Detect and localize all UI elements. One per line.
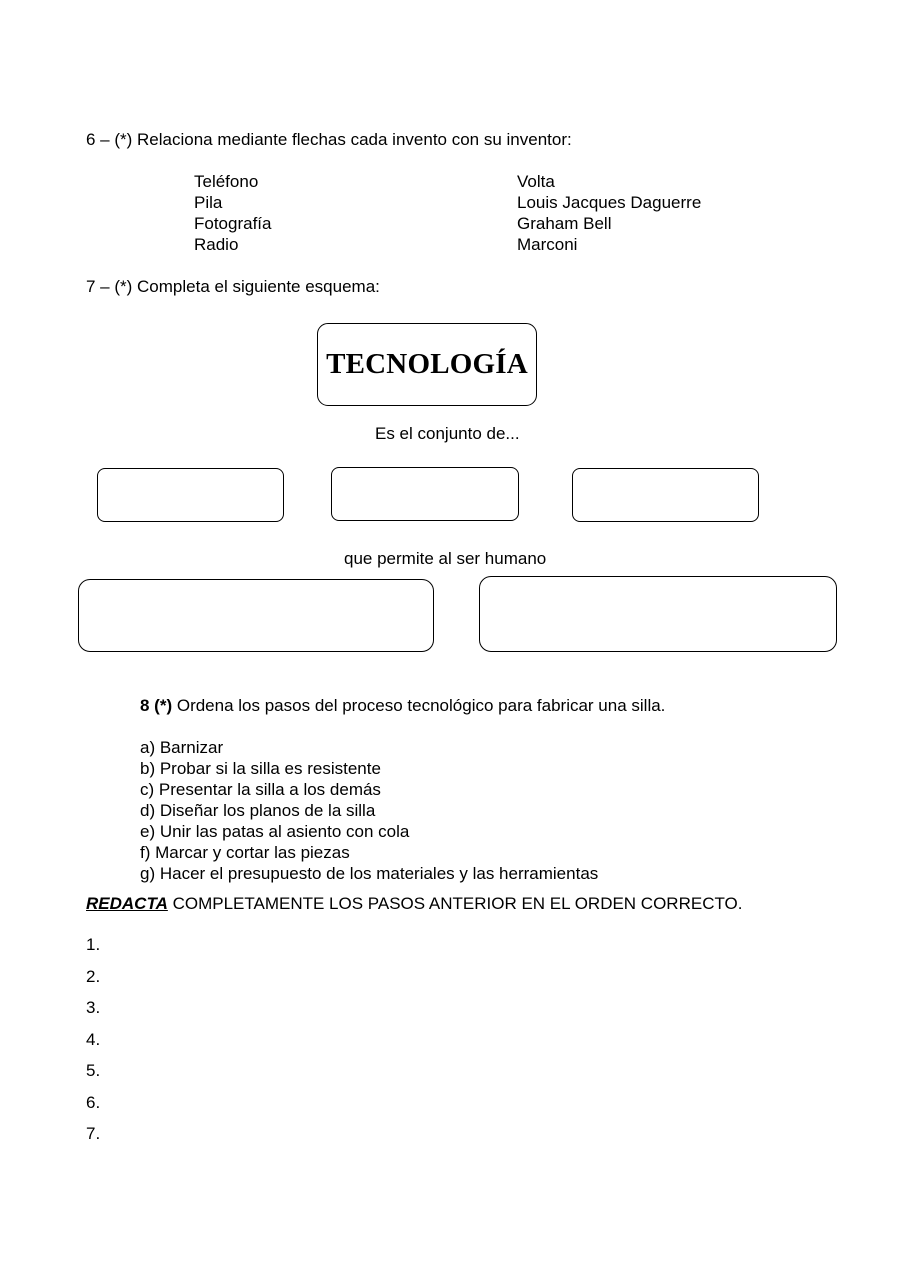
step-item: g) Hacer el presupuesto de los materiales y las herramientas xyxy=(140,864,599,883)
inventor-item: Graham Bell xyxy=(517,214,612,233)
invention-item: Fotografía xyxy=(194,214,272,233)
inventor-item: Marconi xyxy=(517,235,578,254)
answer-line-number: 4. xyxy=(86,1029,101,1049)
technology-title: TECNOLOGÍA xyxy=(326,348,528,380)
invention-item: Pila xyxy=(194,193,223,212)
connector-text-2: que permite al ser humano xyxy=(344,549,547,568)
step-item: d) Diseñar los planos de la silla xyxy=(140,801,376,820)
invention-item: Teléfono xyxy=(194,172,259,191)
answer-box-5[interactable] xyxy=(479,576,837,652)
connector-text-1: Es el conjunto de... xyxy=(375,424,520,443)
question-7-title: 7 – (*) Completa el siguiente esquema: xyxy=(86,277,380,296)
answer-box-4[interactable] xyxy=(78,579,434,652)
answer-line-number: 6. xyxy=(86,1092,101,1112)
answer-line-number: 1. xyxy=(86,935,101,954)
step-item: b) Probar si la silla es resistente xyxy=(140,759,381,778)
step-item: e) Unir las patas al asiento con cola xyxy=(140,822,410,841)
step-item: a) Barnizar xyxy=(140,738,224,757)
inventions-list xyxy=(194,171,272,255)
inventor-item: Louis Jacques Daguerre xyxy=(517,193,702,212)
technology-title-box xyxy=(317,323,537,406)
answer-line-number: 2. xyxy=(86,966,101,986)
step-item: c) Presentar la silla a los demás xyxy=(140,780,381,799)
question-8-number: 8 (*) xyxy=(140,696,173,715)
answer-box-3[interactable] xyxy=(572,468,759,522)
answer-line-number: 7. xyxy=(86,1124,101,1143)
question-6-title: 6 – (*) Relaciona mediante flechas cada invento con su inventor: xyxy=(86,130,572,149)
answer-box-1[interactable] xyxy=(97,468,284,522)
answer-line-number: 5. xyxy=(86,1061,101,1080)
redacta-rest: COMPLETAMENTE LOS PASOS ANTERIOR EN EL ORDEN CORRECTO. xyxy=(167,894,743,913)
question-8-text: Ordena los pasos del proceso tecnológico para fabricar una silla. xyxy=(172,696,666,715)
step-item: f) Marcar y cortar las piezas xyxy=(140,843,350,862)
answer-line-number: 3. xyxy=(86,998,101,1017)
inventor-item: Volta xyxy=(517,172,555,191)
inventors-list xyxy=(517,171,701,255)
question-8-title xyxy=(140,695,665,716)
steps-list xyxy=(140,737,598,884)
answer-box-2[interactable] xyxy=(331,467,519,521)
redacta-instruction xyxy=(86,893,743,914)
invention-item: Radio xyxy=(194,235,239,254)
redacta-emphasis: REDACTA xyxy=(86,894,168,913)
answer-numbers xyxy=(86,934,100,1155)
